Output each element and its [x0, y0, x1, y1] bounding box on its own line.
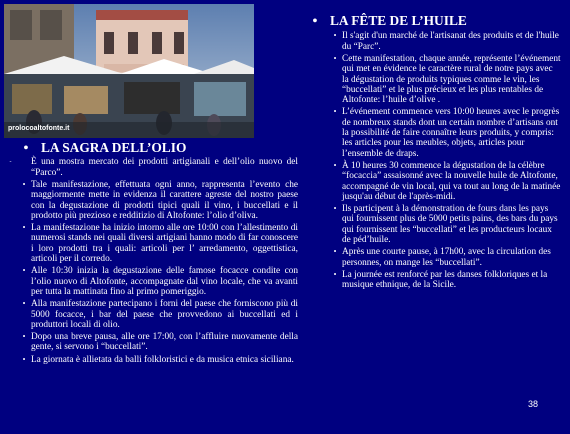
bullet-icon: • [22, 299, 26, 309]
list-item [0, 355, 298, 365]
list-item [0, 332, 298, 353]
list-item [306, 161, 561, 202]
page-number: 38 [527, 399, 538, 409]
french-heading-text: LA FÊTE DE L’HUILE [330, 13, 467, 28]
list-item-text: Il s'agit d'un marché de l'artisanat des produits et de l'huile du “Parc”. [342, 31, 559, 52]
italian-column [0, 141, 298, 367]
italian-list [0, 157, 298, 365]
bullet-icon: • [22, 223, 26, 233]
event-photo [4, 4, 254, 138]
list-item-text: È una mostra mercato dei prodotti artigianali e dell’olio nuovo del “Parco”. [31, 157, 298, 178]
french-heading [306, 14, 561, 29]
list-item [0, 180, 298, 221]
list-item [0, 266, 298, 297]
list-item-text: Alla manifestazione partecipano i forni del paese che forniscono più di 5000 focacce, i bar del paese che provvedono ai buccellati ed i produttori locali di olio. [31, 299, 298, 330]
list-item-text: Ils participent à la démonstration de fours dans les pays qui fournissent plus de 5000 petits pains, des bars du pays qui fournissent les “buccellati” et les producteurs locaux de péd’huile. [342, 204, 558, 246]
list-item [306, 107, 561, 158]
list-item-text: À 10 heures 30 commence la dégustation de la célèbre “focaccia” assaisonné avec la nouvelle huile de Altofonte, accompagné de vin local, qui va tout au long de la matinée jusqu'au début de l'après-midi. [342, 160, 561, 202]
list-item-text: Après une courte pause, à 17h00, avec la circulation des personnes, on mange les “buccellati”. [342, 247, 551, 268]
bullet-icon: • [22, 266, 26, 276]
list-item [306, 270, 561, 291]
bullet-icon: • [333, 31, 337, 41]
list-item [306, 204, 561, 245]
bullet-icon: • [333, 160, 337, 170]
dash-icon: - [9, 159, 12, 166]
list-item-text: L’événement commence vers 10:00 heures avec le progrès de nombreux stands dont un certain nombre d’artisans ont la possibilité de faire connaître leurs produits, y compris: les articles pour les meubles, objets, articles pour l’ensemble de draps. [342, 107, 560, 159]
list-item-text: La giornata è allietata da balli folkloristici e da musica etnica siciliana. [31, 354, 294, 365]
list-item [306, 31, 561, 52]
list-item-text: Cette manifestation, chaque année, représente l’événement qui met en évidence le caractère rural de notre pays avec la dégustation de produits typiques comme le vin, les “buccellati” et le plus précieux et les plus rentables de Altofonte: l’huile d’olive . [342, 53, 561, 106]
bullet-icon: • [22, 332, 26, 342]
list-item-text: La manifestazione ha inizio intorno alle ore 10:00 con l’allestimento di numerosi stands nei quali diversi artigiani hanno modo di far conoscere i loro prodotti tra i quali: articoli per l’ arredamento, oggettistica, articoli per il corredo. [31, 223, 298, 265]
list-item [306, 54, 561, 105]
bullet-icon: • [312, 14, 318, 29]
list-item [0, 157, 298, 178]
bullet-icon: • [333, 107, 337, 117]
bullet-icon: • [22, 354, 26, 364]
list-item [0, 223, 298, 264]
bullet-icon: • [333, 247, 337, 257]
list-item-text: La journée est renforcé par les danses folkloriques et la musique ethnique, de la Sicile. [342, 269, 548, 291]
photo-illustration [4, 4, 254, 138]
list-item-text: Alle 10:30 inizia la degustazione delle famose focacce condite con l’olio nuovo di Altofonte, accompagnate dal vino locale, che va avanti per tutta la mattinata fino al primo pomeriggio. [31, 266, 298, 297]
italian-heading [0, 141, 298, 156]
italian-heading-text: LA SAGRA DELL’OLIO [41, 140, 187, 155]
bullet-icon: • [333, 53, 337, 63]
list-item [0, 299, 298, 330]
french-column [306, 14, 561, 293]
french-list [306, 31, 561, 290]
photo-caption: prolocoaltofonte.it [8, 125, 70, 132]
bullet-icon: • [333, 204, 337, 214]
bullet-icon: • [22, 179, 26, 189]
list-item-text: Dopo una breve pausa, alle ore 17:00, con l’affluire nuovamente della gente, si servono i “buccellati”. [31, 332, 298, 353]
list-item-text: Tale manifestazione, effettuata ogni anno, rappresenta l’evento che maggiormente mette in evidenza il carattere agreste del nostro paese con la degustazione di prodotti tipici quali il vino, i buccellati e il prodotto più prezioso e redditizio di Altofonte: l’olio d’oliva. [31, 179, 298, 221]
bullet-icon: • [333, 269, 337, 279]
list-item [306, 247, 561, 268]
bullet-icon: • [23, 141, 29, 156]
